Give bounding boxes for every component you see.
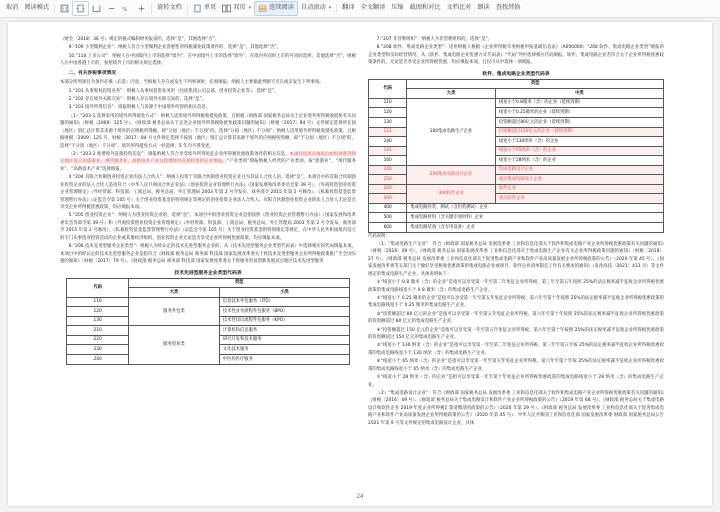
cell-major: 集成电路装备（含专用设备）企业 bbox=[407, 222, 664, 232]
header-major: 大类 bbox=[407, 89, 496, 99]
table-row bbox=[369, 184, 664, 194]
cell-code: 160 bbox=[369, 156, 407, 166]
paragraph: 9.“109 小型微利企业”：纳税人符合小型微利企业普惠性所得税减免政策条件的，选择“是”，其他选择“否”。 bbox=[68, 45, 282, 51]
cell-code: 600 bbox=[369, 222, 407, 232]
zoom-out-icon bbox=[107, 4, 116, 13]
table-row bbox=[369, 165, 664, 175]
page-column-left bbox=[60, 36, 356, 494]
cell-minor: 集成电路设计企业 bbox=[495, 165, 663, 175]
single-page-icon bbox=[193, 4, 202, 13]
cell-minor: 重点软件企业 bbox=[495, 194, 663, 204]
cell-major: 服务贸易类 bbox=[129, 326, 220, 364]
cell-code: 141 bbox=[369, 146, 407, 156]
cell-code: 500 bbox=[369, 213, 407, 223]
fit-width-icon bbox=[76, 4, 85, 13]
cell-minor: 计算机和信息服务 bbox=[219, 326, 349, 336]
fit-page-button[interactable] bbox=[57, 1, 72, 16]
cell-minor: 线宽小于28纳米（含）的企业 bbox=[495, 156, 663, 166]
cell-minor: 线宽小于130纳米（含）的企业 bbox=[495, 137, 663, 147]
cell-minor: 线宽小于0.8微米（含）的企业（延续到期） bbox=[495, 98, 663, 108]
toolbar-divider bbox=[336, 4, 337, 14]
page-number: 24 bbox=[356, 494, 364, 500]
cell-minor: 线宽小于0.25微米的企业（延续到期） bbox=[495, 108, 663, 118]
paragraph: 7.“207 非营利组织”：纳税人为非营利组织的，选择“是”。 bbox=[376, 37, 493, 42]
fit-actual-size-button[interactable] bbox=[89, 1, 104, 16]
paragraph-red: ④“投资额超过 150 亿元的企业”是指可以享受第一年至第五年免征企业所得税、第六年至第十年按照 25%的法定税率减半征收企业所得税优惠政策的投资额超过 150 亿元的集成电路生产企业。 bbox=[368, 327, 664, 341]
cell-major: 集成电路封装、测试（含封装测试）企业 bbox=[407, 203, 664, 213]
paragraph-tail: “产业类别”填报纳税人经营的产业类别，按“旅游业”、“现代服务业”、“高新技术产业”选择填报。 bbox=[60, 159, 356, 172]
highlighted-text: 本项目适用在海南自由贸易港等特定地区设立的旅游业、现代服务业、高新技术产业且新增境外直接投资的企业填报。 bbox=[60, 151, 357, 165]
cell-minor: 研究开发和技术服务 bbox=[219, 335, 349, 345]
paragraph: （1）“集成电路生产企业”：符合《财政部 国家税务总局 发展改革委 工业和信息化部关于软件和集成电路产业企业所得税优惠政策有关问题的通知》（财税〔2016〕49 号）、《财政部 税务总局 国家发展改革委 工业和信息化部关于集成电路生产企业有关企业所得税政策问题的通知》（财税〔2018〕27 号）、《财政部 税务总局 发展改革委 工业和信息化部关于促进集成电路产业和软件产业高质量发展企业所得税政策的公告》（2020 年第 45 号）、《国家发展改革委等五部门关于做好享受税收优惠政策的集成电路企业或项目、软件企业清单制定工作有关要求的通知》（发改高技〔2021〕413 号）等文件规定的集成电路生产企业，具体说明如下： bbox=[368, 241, 664, 277]
double-page-label: 双页 bbox=[233, 4, 246, 12]
header-code: 代码 bbox=[67, 278, 129, 297]
rotate-document-button[interactable] bbox=[154, 1, 185, 16]
cancel-button[interactable] bbox=[3, 1, 21, 16]
svg-text:%: % bbox=[122, 6, 128, 13]
cell-code: 340 bbox=[369, 194, 407, 204]
code-note-title: 代码说明： bbox=[368, 233, 390, 239]
cell-code: 110 bbox=[67, 297, 129, 307]
table-row bbox=[369, 203, 664, 213]
table-row bbox=[369, 98, 664, 108]
document-compare-button[interactable] bbox=[444, 1, 475, 16]
cell-code: 130 bbox=[369, 117, 407, 127]
table-row bbox=[67, 326, 350, 336]
cell-code: 240 bbox=[67, 354, 129, 364]
cell-minor: 重点集成电路设计企业 bbox=[495, 175, 663, 185]
paragraph: ⑦“线宽小于 28 纳米（含）的企业”是指可以享受第一年至第十年免征企业所得税优惠政策的集成电路线宽小于 28 纳米（含）的集成电路生产企业。 bbox=[368, 375, 664, 388]
paragraph: （1）“203-1 选择采用的境外所得抵免方式”：纳税人适用境外所得税收抵免政策，且根据《财政部 国家税务总局关于企业境外所得税收抵免有关问题的通知》（财税〔2009〕125 号）、《财政部 税务总局关于完善企业境外所得税收抵免政策问题的通知》（财税〔2017〕84 号）文件规定选择所在国（地区）别汇总计算其来源于境外的应纳税所得额，即“分国（地区）不分项”的，选择“分国（地区）不分项”；纳税人适用境外所得税收抵免政策，且根据财税〔2009〕125 号、财税〔2017〕84 号文件规定选择不按国（地区）别汇总计算其来源于境外的应纳税所得额，即“不分国（地区）不分项”的，选择“不分国（地区）不分项”。境外所得抵免方式一经选择，5 年内不得变更。 bbox=[60, 113, 356, 149]
screenshot-compare-button[interactable] bbox=[407, 1, 444, 16]
cell-minor: 信息技术外包服务（ITO） bbox=[219, 297, 349, 307]
reading-mode-button[interactable] bbox=[21, 1, 52, 16]
cell-minor: 中医药医疗服务 bbox=[219, 354, 349, 364]
paragraph: 本部分所列项目为条件必填（必选）内容，当纳税人存在或发生下列事项时，必须填报，纳税人主要据此判断不否在或未发生下列事项。 bbox=[60, 80, 324, 86]
zoom-level-icon bbox=[122, 4, 131, 13]
cell-minor: 技术性业务流程外包服务（BPO） bbox=[219, 307, 349, 317]
paragraph: 5.“205 创业投资企业”：纳税人为创业投资企业的，选择“是”。本项目中的创业投资企业是指按照《创业投资企业管理暂行办法》（国家发展和改革委员会等部令第 39 号）和《外商投资创业投资企业管理规定》（外经贸部、科技部、工商总局、税务总局、外汇管理局 2003 年第 2 号令发布，商务部令 2015 年第 2 号修改）、《私募投资基金监督管理暂行办法》（证监会令第 105 号）关于创业投资基金的特别规定等规定，在中华人民共和国境内设立的专门从事创业投资活动的企业或其他经济组织。创业投资企业无论是否享受企业所得税优惠政策，均应填报本项。 bbox=[60, 213, 356, 241]
paragraph: 1.“201 从事股权投资业务”：纳税人从事权投资业务的（包括集团公司总部、创业投资企业等），选择“是”。 bbox=[68, 88, 279, 94]
header-minor: 中类 bbox=[495, 89, 663, 99]
table-title: 软件、集成电路企业类型代码表 bbox=[482, 71, 550, 77]
paragraph: ②“线宽小于 0.25 微米的企业”是指可以享受第一年至第五年免征企业所得税、第六年至第十年按照 25%的法定税率减半征收企业所得税优惠政策的集成电路线宽小于 0.25 微米的集成电路生产企业。 bbox=[368, 295, 664, 309]
cancel-button-label: 取消 bbox=[6, 4, 19, 12]
cell-major: 200集成电路设计企业 bbox=[407, 165, 496, 184]
cell-code: 130 bbox=[67, 316, 129, 326]
paragraph: （财会〔2018〕36 号）规定的格式编制财务报表的，选择“是”，其他选择“否”。 bbox=[60, 37, 220, 42]
toolbar-divider bbox=[151, 4, 152, 14]
pdf-viewer-toolbar bbox=[0, 0, 720, 18]
table-row bbox=[67, 297, 350, 307]
document-page bbox=[8, 22, 712, 506]
cell-code: 120 bbox=[67, 307, 129, 317]
header-minor: 小类 bbox=[219, 288, 349, 298]
compress-button[interactable] bbox=[388, 1, 406, 16]
paragraph: ①“线宽小于 0.8 微米（含）的企业”是指可以享受第一年至第二年免征企业所得税、第三年至第五年按照 25%的法定税率减半征收企业所得税优惠政策的集成电路线宽小于 0.8 微米（含）的集成电路生产企业。 bbox=[368, 280, 664, 293]
auto-scroll-label: 自动滚动 bbox=[300, 4, 326, 12]
screenshot-compare-label: 截图和对比 bbox=[409, 4, 441, 12]
single-page-button[interactable] bbox=[190, 1, 219, 16]
toolbar-divider bbox=[187, 4, 188, 14]
header-code: 代码 bbox=[369, 79, 407, 98]
cell-minor: 线宽小于65纳米（含）的企业 bbox=[495, 146, 663, 156]
zoom-out-button[interactable] bbox=[104, 1, 119, 16]
toolbar-divider bbox=[54, 4, 55, 14]
paragraph-with-highlight bbox=[60, 151, 356, 173]
cell-code: 400 bbox=[369, 203, 407, 213]
cell-major: 100集成电路生产企业 bbox=[407, 98, 496, 165]
double-page-button[interactable] bbox=[219, 1, 254, 16]
zoom-in-button[interactable] bbox=[134, 1, 149, 16]
double-page-icon bbox=[222, 4, 231, 13]
single-page-label: 单页 bbox=[203, 4, 217, 12]
cell-major: 服务外包类 bbox=[129, 297, 220, 326]
table-row bbox=[369, 213, 664, 223]
table-header-row bbox=[67, 278, 350, 288]
service-enterprise-type-code-table bbox=[66, 278, 350, 365]
full-text-translate-label: 全文翻译 bbox=[360, 4, 386, 12]
translate-label: 翻译 bbox=[342, 4, 355, 12]
fit-page-icon bbox=[60, 4, 69, 13]
continuous-reading-label: 连续阅读 bbox=[269, 4, 294, 12]
zoom-in-icon bbox=[137, 4, 146, 13]
find-replace-label: 查找替换 bbox=[495, 4, 521, 12]
compress-label: 压缩 bbox=[391, 4, 404, 12]
read-aloud-label: 朗读 bbox=[477, 4, 490, 12]
paragraph: （2）“集成电路设计企业”：符合《财政部 国家税务总局 发展改革委 工业和信息化部关于软件和集成电路产业企业所得税优惠政策有关问题的通知》（财税〔2016〕49 号）、《财政部 税务总局关于集成电路设计和软件产业企业所得税政策的公告》（2019 年第 68 号）、《财政部 税务总局关于集成电路设计和软件企业 2019 年度企业所得税汇算清缴适用政策的公告》（2020 年第 29 号）、《财政部 税务总局 发展改革委 工业和信息化部关于促进集成电路产业和软件产业高质量发展企业所得税政策的公告》（2020 年第 45 号）、中华人民共和国工业和信息化部 国家发展改革委 财政部 国家税务总局公告 2021 年第 9 号等文件规定的集成电路设计企业，具体 bbox=[368, 390, 664, 426]
paragraph: 4.“204 有限合伙制创业投资企业的法人合伙人”：纳税人投资于有限合伙制创业投资企业且为其法人合伙人的，选择“是”。本项目中的有限合伙制创业投资企业的法人合伙人是指符合《中华人民共和国合伙企业法》《创业投资企业管理暂行办法》（国家发展和改革委员会第 39 号）、《外商投资创业投资企业管理规定》（外经贸部、科技部、工商总局、税务总局、外汇管理局 2003 年第 2 号令发布；商务部令 2015 年第 2 号修改）、《私募投资基金监督管理暂行办法》（证监会令第 105 号）关于创业投资基金的特别规定等规定的创业投资企业法人合伙人。有限合伙制创业投资企业的法人合伙人无论是否享受企业所得税优惠政策，均应填报本项。 bbox=[60, 175, 356, 211]
table-header-row bbox=[369, 79, 664, 89]
reading-mode-button-label: 阅读模式 bbox=[24, 4, 50, 12]
table-row bbox=[369, 222, 664, 232]
paragraph-red: ⑥“线宽小于 65 纳米（含）的企业”是指可以享受第一年至第五年免征企业所得税、第六年至第十年按 25%的法定税率减半征收企业所得税优惠政策的集成电路线宽小于 65 纳米（含）的集成电路生产企业。 bbox=[368, 359, 664, 372]
cell-code: 131 bbox=[369, 127, 407, 137]
cell-code: 210 bbox=[67, 326, 129, 336]
paragraph: 2.“202 存在境外关联交易”：纳税人存在境外关联交易的，选择“是”。 bbox=[68, 96, 207, 102]
read-aloud-button[interactable] bbox=[474, 1, 492, 16]
paragraph: ⑤“线宽小于 130 纳米（含）的企业”是指可以享受第一年至第二年免征企业所得税、第三年至第五年按 25%的法定税率减半征收企业所得税优惠政策的集成电路线宽小于 130 纳米（含）的集成电路生产企业。 bbox=[368, 343, 664, 356]
header-type: 类型 bbox=[129, 278, 350, 288]
cell-code: 220 bbox=[67, 335, 129, 345]
rotate-document-label: 旋转文档 bbox=[157, 4, 182, 12]
paragraph-lead: （2）“203-2 新增境外直接投资信息”：填报纳税人符合享受境外所得免征企业所得税优惠政策条件的相关信息。 bbox=[68, 151, 290, 157]
header-type: 类型 bbox=[407, 79, 664, 89]
zoom-level-indicator[interactable] bbox=[119, 1, 134, 16]
paragraph: 8.“208 软件、集成电路企业类型”：适用纳税人根据《企业所得税年度纳税申报基础信息表》（A000000）“208 软件、集成电路企业类型”填报的企业类型和实际经营情况，从《软件、集成电路企业优惠方式代码表》“代码”列中选择相应代码填报。软件、集成电路企业若符合关于企业所得税优惠政策条件的，无论是否享受企业所得税优惠，均应填报本项，且仅可从中选择一项填报。 bbox=[368, 45, 664, 66]
cell-code: 330 bbox=[369, 184, 407, 194]
cell-code: 230 bbox=[67, 345, 129, 355]
auto-scroll-button[interactable] bbox=[298, 1, 334, 16]
cell-major: 300软件企业 bbox=[407, 184, 496, 203]
cell-minor: 文化技术服务 bbox=[219, 345, 349, 355]
continuous-reading-icon bbox=[258, 4, 267, 13]
paragraph: 6.“206 技术先进型服务企业类型”：纳税人为经认定的技术先进型服务企业的，从《技术先进型服务企业类型代码表》中选择相应的代码填报本项。本项目中的经认定的技术先进型服务企业是指符合《财政部 税务总局 商务部 科技部 国家发展改革委关于将技术先进型服务企业所得税政策推广至全国实施的通知》（财税〔2017〕79 号）、《财政部 税务总局 商务部 科技部 国家发展改革委关于将服务贸易创新发展试点地区技术先进型服务 bbox=[60, 244, 356, 265]
fit-width-button[interactable] bbox=[72, 1, 89, 16]
paragraph: ③“投资额超过 80 亿元的企业”是指可以享受第一年至第五年免征企业所得税、第六年至第十年按照 25%的法定税率减半征收企业所得税优惠政策的投资额超过 80 亿元的集成电路生产企业。 bbox=[368, 311, 664, 325]
chevron-down-icon: ▾ bbox=[248, 5, 252, 11]
cell-code: 240 bbox=[369, 165, 407, 175]
table-subheader-row bbox=[369, 89, 664, 99]
table-title: 技术先进型服务企业类型代码表 bbox=[174, 270, 242, 276]
document-compare-label: 文档比对 bbox=[446, 4, 472, 12]
translate-button[interactable] bbox=[339, 1, 357, 16]
paragraph: 3.“203 境外所得信息”：境报纳税人与采源于中国境外所得的相关信息。 bbox=[68, 105, 211, 111]
page-column-right bbox=[368, 36, 664, 494]
continuous-reading-button[interactable] bbox=[254, 1, 298, 16]
cell-minor: 投资额超过150亿元的企业（延续到期） bbox=[495, 127, 663, 137]
cell-minor: 软件企业 bbox=[495, 184, 663, 194]
cell-code: 140 bbox=[369, 137, 407, 147]
cell-major: 集成电路材料（含关键专项材料）企业 bbox=[407, 213, 664, 223]
software-ic-enterprise-type-code-table bbox=[368, 79, 664, 233]
chevron-down-icon: ▾ bbox=[328, 5, 332, 11]
cell-minor: 技术性知识流程外包服务（KPO） bbox=[219, 316, 349, 326]
find-replace-button[interactable] bbox=[493, 1, 524, 16]
cell-code: 250 bbox=[369, 175, 407, 185]
fit-actual-icon bbox=[92, 4, 101, 13]
paragraph: 10.“110 上市公司”：纳税人在中国境内上市的选择“境内”，在中国境外上市的选择“境外”，在境内外同时上市的可同时选择；其他选择“否”。纳税人在中国香港上市的，参照境外上市的相关规定选择。 bbox=[60, 53, 356, 67]
cell-code: 120 bbox=[369, 108, 407, 118]
cell-minor: 投资额超过80亿元的企业（延续到期） bbox=[495, 117, 663, 127]
section-heading: 二、有关涉税事项情况 bbox=[68, 70, 116, 76]
header-major: 大类 bbox=[129, 288, 220, 298]
full-text-translate-button[interactable] bbox=[358, 1, 389, 16]
cell-code: 110 bbox=[369, 98, 407, 108]
